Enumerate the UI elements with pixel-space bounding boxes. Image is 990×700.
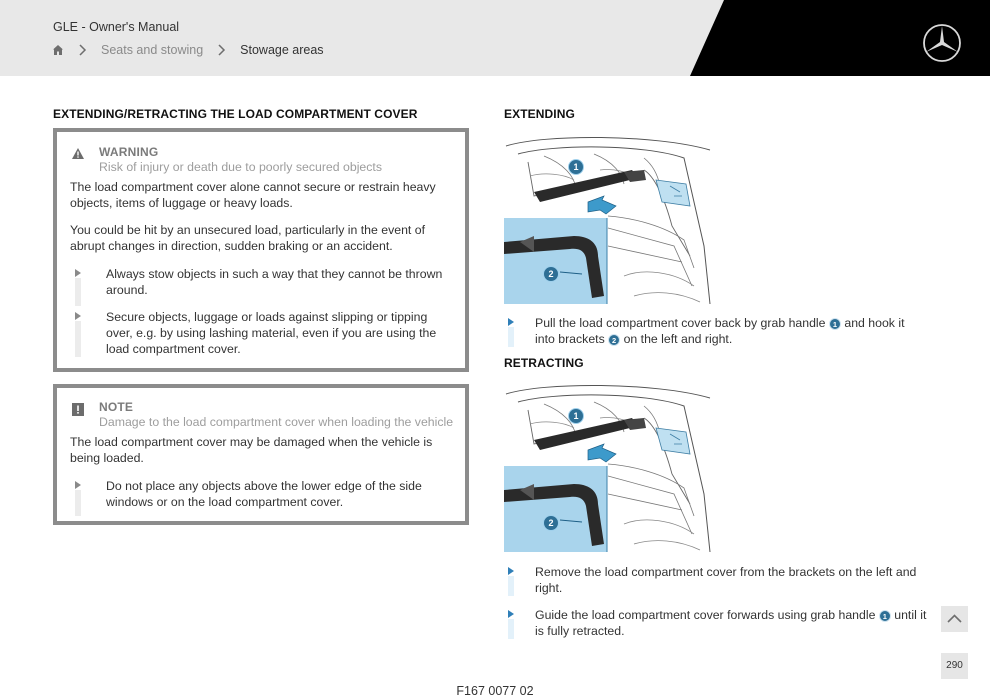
warning-text-line: abrupt changes in direction, sudden braking or an accident. — [70, 239, 393, 253]
callout-1-retract: 1 — [568, 406, 584, 424]
mercedes-star-logo — [922, 23, 962, 63]
extending-illustration — [504, 136, 712, 304]
callout-1-extend: 1 — [568, 157, 584, 175]
warning-label: WARNING — [99, 145, 159, 159]
footer-code: F167 0077 02 — [456, 684, 534, 698]
bullet-arrow-icon — [75, 269, 81, 277]
list-item: Always stow objects in such a way that they cannot be thrown around. — [75, 266, 455, 306]
retracting-illustration — [504, 384, 712, 552]
note-label: NOTE — [99, 400, 134, 414]
callout-2-extend: 2 — [543, 264, 559, 282]
warning-subtitle: Risk of injury or death due to poorly secured objects — [99, 160, 382, 174]
bullet-arrow-icon — [75, 481, 81, 489]
step-item: Guide the load compartment cover forwards using grab handle 1 until it is fully retracted. — [508, 607, 908, 641]
note-text-line: being loaded. — [70, 451, 144, 465]
warning-text-line: You could be hit by an unsecured load, particularly in the event of — [70, 223, 426, 237]
grab-handle-callout: 1 — [829, 318, 841, 330]
step-arrow-icon — [508, 610, 514, 618]
note-text-line: The load compartment cover may be damaged when the vehicle is — [70, 435, 433, 449]
page-number: 290 — [941, 653, 968, 679]
warning-triangle-icon — [72, 148, 84, 159]
note-exclamation-icon — [72, 403, 84, 416]
step-item: Pull the load compartment cover back by grab handle 1 and hook it into brackets 2 on the left and right. — [508, 315, 908, 349]
breadcrumb-current: Stowage areas — [240, 43, 324, 57]
breadcrumb-link-seats[interactable]: Seats and stowing — [101, 43, 204, 57]
step-arrow-icon — [508, 318, 514, 326]
step-item: Remove the load compartment cover from the brackets on the left and right. — [508, 564, 908, 598]
breadcrumb — [52, 42, 324, 58]
callout-2-retract: 2 — [543, 513, 559, 531]
note-subtitle: Damage to the load compartment cover when loading the vehicle — [99, 415, 454, 429]
section-heading: EXTENDING/RETRACTING THE LOAD COMPARTMENT COVER — [53, 107, 418, 121]
chevron-right-icon — [78, 44, 87, 56]
bracket-callout: 2 — [608, 334, 620, 346]
extending-heading: EXTENDING — [504, 107, 575, 121]
chevron-right-icon — [217, 44, 226, 56]
bullet-arrow-icon — [75, 312, 81, 320]
warning-text-line: The load compartment cover alone cannot secure or restrain heavy — [70, 180, 436, 194]
chevron-up-icon — [947, 613, 962, 624]
retracting-heading: RETRACTING — [504, 356, 584, 370]
warning-text-line: objects, items of luggage or heavy loads. — [70, 196, 293, 210]
scroll-to-top-button[interactable] — [941, 606, 968, 632]
home-icon[interactable] — [52, 44, 64, 56]
list-item: Secure objects, luggage or loads against slipping or tipping over, e.g. by using lashing material, even if you are using the load compartment cover. — [75, 309, 455, 359]
step-arrow-icon — [508, 567, 514, 575]
document-title: GLE - Owner's Manual — [53, 20, 180, 34]
list-item: Do not place any objects above the lower edge of the side windows or on the load compartment cover. — [75, 478, 455, 518]
grab-handle-callout: 1 — [879, 610, 891, 622]
